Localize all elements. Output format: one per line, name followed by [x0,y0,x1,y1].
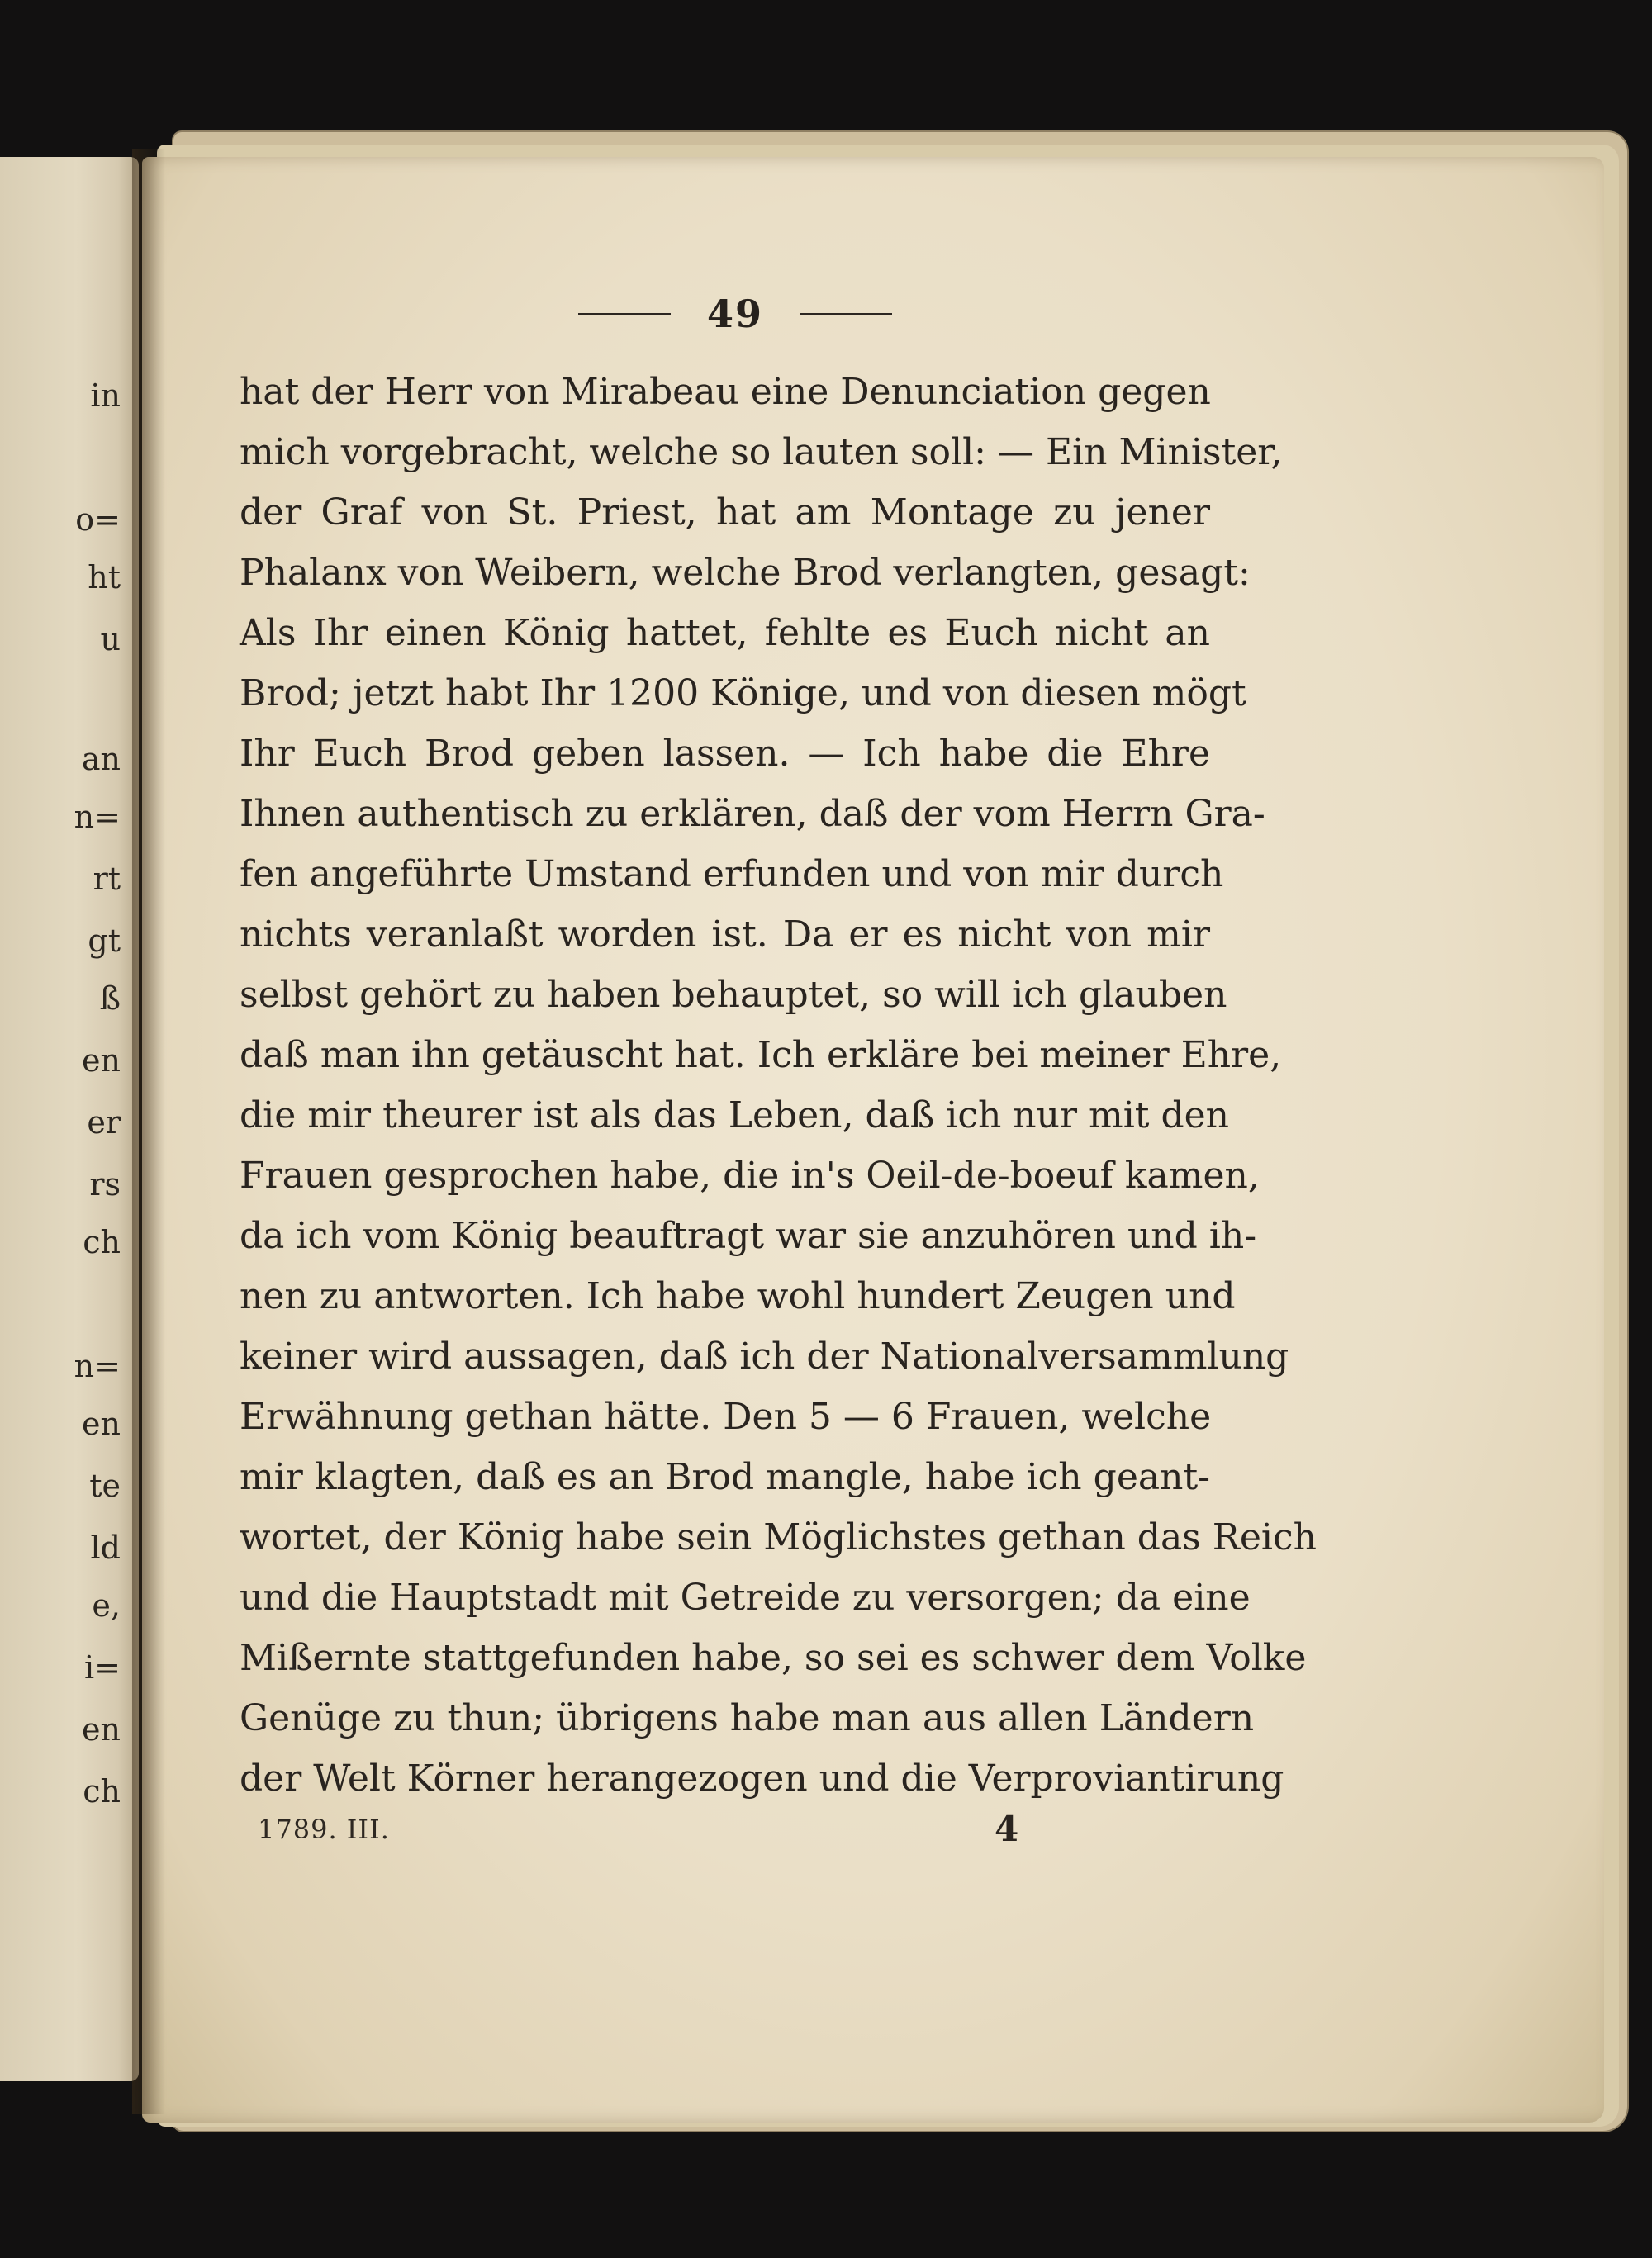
text-line: die mir theurer ist als das Leben, daß ich nur mit den [240,1094,1230,1136]
left-fragment: ch [83,1773,121,1810]
text-line: der Welt Körner herangezogen und die Verproviantirung [240,1758,1284,1800]
text-line: Mißernte stattgefunden habe, so sei es schwer dem Volke [240,1637,1307,1679]
left-fragment: gt [88,923,121,959]
page-number: 49 [706,292,763,336]
sheet-number: 4 [995,1809,1019,1849]
text-line: der Graf von St. Priest, hat am Montage zu jener [240,491,1210,534]
left-fragment: ch [83,1224,121,1260]
left-fragment: n= [74,799,121,835]
rule-right [800,313,892,315]
left-fragment: an [81,741,121,777]
left-fragment: ld [90,1530,121,1566]
left-fragment: er [87,1104,121,1141]
left-fragment: o= [75,501,121,538]
signature-mark: 1789. III. [258,1814,390,1845]
left-fragment: i= [84,1649,121,1686]
left-fragment: en [82,1711,121,1748]
rule-left [578,313,671,315]
text-line: Phalanx von Weibern, welche Brod verlangten, gesagt: [240,552,1251,594]
left-page [0,157,139,2081]
text-line: Genüge zu thun; übrigens habe man aus allen Ländern [240,1697,1255,1739]
text-line: mich vorgebracht, welche so lauten soll: — Ein Minister, [240,431,1283,473]
text-line: mir klagten, daß es an Brod mangle, habe ich geant- [240,1456,1210,1498]
text-line: Brod; jetzt habt Ihr 1200 Könige, und von diesen mögt [240,672,1246,714]
text-line: wortet, der König habe sein Möglichstes gethan das Reich [240,1516,1317,1558]
text-line: Ihnen authentisch zu erklären, daß der vom Herrn Gra- [240,793,1265,835]
left-fragment: u [100,621,121,657]
left-fragment: ht [88,559,121,595]
text-line: hat der Herr von Mirabeau eine Denunciation gegen [240,371,1211,413]
text-line: Erwähnung gethan hätte. Den 5 — 6 Frauen, welche [240,1396,1212,1438]
text-line: Frauen gesprochen habe, die in's Oeil-de-boeuf kamen, [240,1155,1260,1197]
left-fragment: en [82,1042,121,1079]
left-fragment: n= [74,1348,121,1384]
text-line: selbst gehört zu haben behauptet, so will ich glauben [240,974,1227,1016]
text-line: nichts veranlaßt worden ist. Da er es nicht von mir [240,913,1210,956]
text-line: da ich vom König beauftragt war sie anzuhören und ih- [240,1215,1257,1257]
running-head [578,289,892,339]
left-fragment: in [90,377,121,414]
text-line: und die Hauptstadt mit Getreide zu versorgen; da eine [240,1577,1251,1619]
left-fragment: e, [92,1587,121,1624]
text-line: Als Ihr einen König hattet, fehlte es Euch nicht an [240,612,1210,654]
left-fragment: te [89,1468,121,1504]
left-fragment: en [82,1406,121,1442]
spine-shadow [132,149,165,2114]
text-line: daß man ihn getäuscht hat. Ich erkläre bei meiner Ehre, [240,1034,1282,1076]
text-line: Ihr Euch Brod geben lassen. — Ich habe die Ehre [240,733,1210,775]
text-line: keiner wird aussagen, daß ich der Nationalversammlung [240,1335,1289,1378]
body-text [240,362,1317,1809]
text-line: nen zu antworten. Ich habe wohl hundert Zeugen und [240,1275,1236,1317]
text-line: fen angeführte Umstand erfunden und von mir durch [240,853,1224,895]
left-fragment: rs [89,1166,121,1203]
left-fragment: ß [99,980,121,1017]
left-fragment: rt [93,861,121,897]
